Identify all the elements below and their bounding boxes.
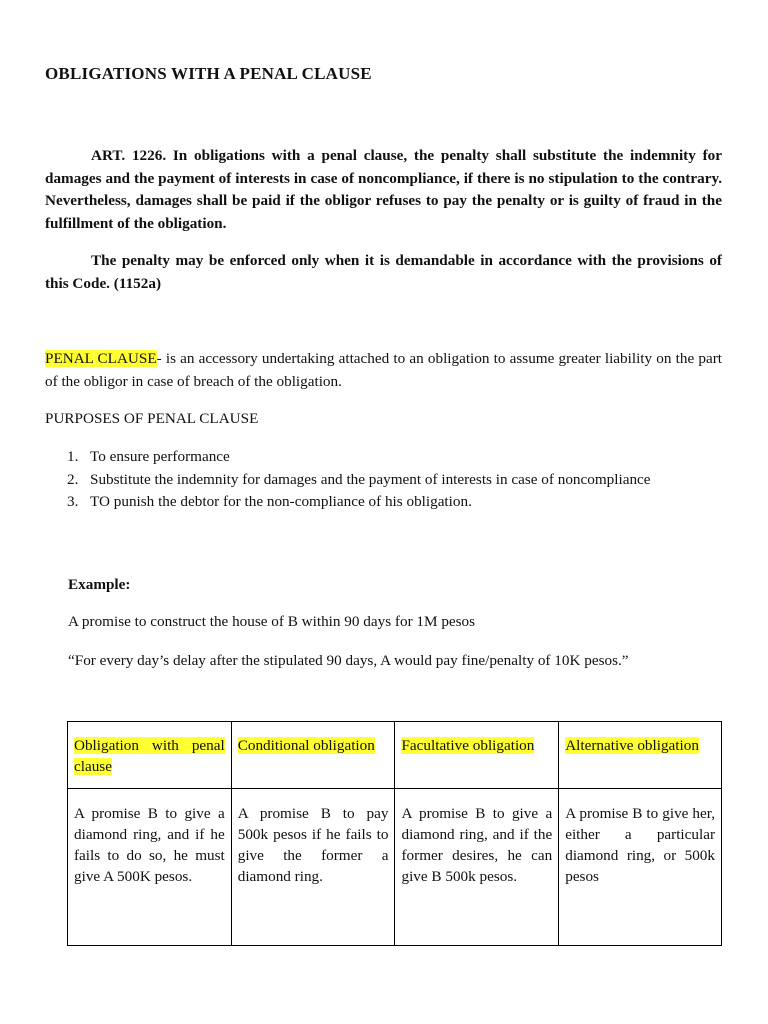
list-item-text: TO punish the debtor for the non-compliance of his obligation. <box>90 493 472 510</box>
purposes-heading: PURPOSES OF PENAL CLAUSE <box>45 410 259 427</box>
list-item-text: Substitute the indemnity for damages and the payment of interests in case of noncompliance <box>90 470 651 488</box>
header-text: Facultative obligation <box>401 737 535 754</box>
table-header-cell <box>231 722 395 789</box>
table-header-cell <box>68 722 232 789</box>
penal-clause-term: PENAL CLAUSE <box>45 350 157 367</box>
document-title: OBLIGATIONS WITH A PENAL CLAUSE <box>45 64 372 83</box>
enforcement-paragraph: The penalty may be enforced only when it is demandable in accordance with the provisions of this Code. (1152a) <box>45 252 722 292</box>
list-item <box>45 469 722 492</box>
penal-clause-definition-text: - is an accessory undertaking attached to an obligation to assume greater liability on the part of the obligor in case of breach of the obligation. <box>45 350 722 390</box>
table-header-row <box>68 722 722 789</box>
article-1226-paragraph: ART. 1226. In obligations with a penal clause, the penalty shall substitute the indemnity for damages and the payment of interests in case of noncompliance, if there is no stipulation to the contrary. Nevertheless, damages shall be paid if the obligor refuses to pay the penalty or is guilty of fraud in the fulfillment of the obligation. <box>45 147 722 232</box>
example-line-1: A promise to construct the house of B within 90 days for 1M pesos <box>68 613 476 630</box>
list-item <box>45 446 722 469</box>
table-header-cell <box>395 722 559 789</box>
table-cell: A promise B to give a diamond ring, and if he fails to do so, he must give A 500K pesos. <box>68 789 232 946</box>
header-text: Alternative obligation <box>565 737 699 754</box>
list-item-number: 2. <box>67 470 79 488</box>
table-row <box>68 789 722 946</box>
purposes-list <box>45 446 722 514</box>
obligation-comparison-table <box>67 721 722 946</box>
penal-clause-definition <box>45 348 722 393</box>
example-label: Example: <box>68 576 131 593</box>
list-item-text: To ensure performance <box>90 448 230 465</box>
table-header-cell <box>559 722 722 789</box>
table-cell: A promise B to give a diamond ring, and if the former desires, he can give B 500k pesos. <box>395 789 559 946</box>
header-text: Conditional obligation <box>237 737 375 754</box>
header-text: Obligation with penal clause <box>74 737 225 775</box>
example-line-2: “For every day’s delay after the stipulated 90 days, A would pay fine/penalty of 10K pesos.” <box>68 652 629 669</box>
list-item-number: 3. <box>67 493 79 510</box>
table-cell: A promise B to pay 500k pesos if he fails to give the former a diamond ring. <box>231 789 395 946</box>
table-cell: A promise B to give her, either a particular diamond ring, or 500k pesos <box>559 789 722 946</box>
list-item-number: 1. <box>67 448 79 465</box>
list-item <box>45 491 722 514</box>
